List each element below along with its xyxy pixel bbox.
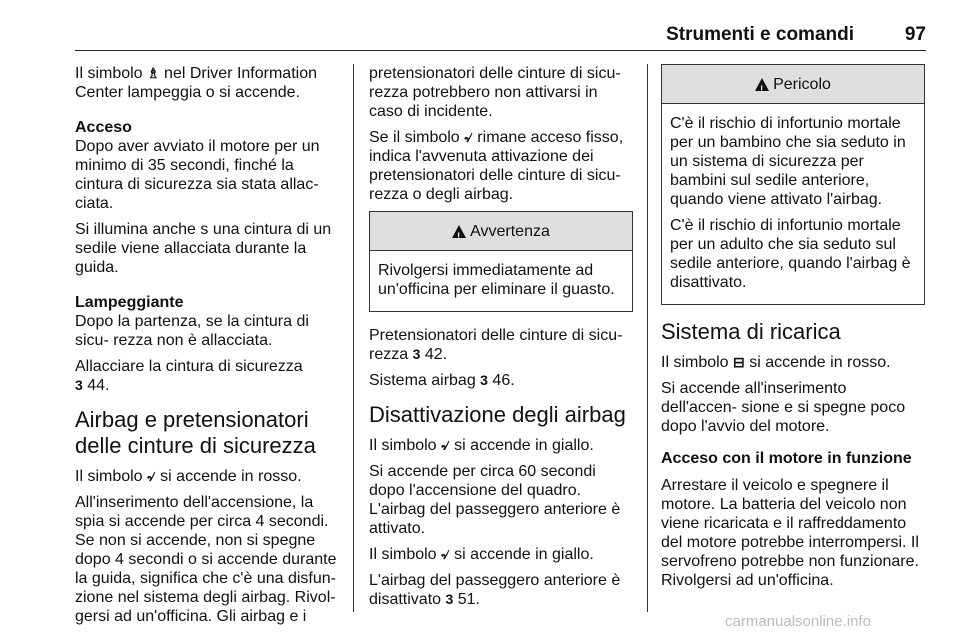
heading-disattivazione: Disattivazione degli airbag (369, 402, 626, 427)
warning-triangle-icon (452, 225, 466, 238)
col2-text-4: Sistema airbag 3 46. (369, 372, 515, 389)
page-ref-link[interactable]: 42. (424, 346, 448, 363)
header-rule (75, 50, 926, 51)
danger-box-body: C'è il rischio di infortunio mortale per un bambino che sia seduto in un sistema di sicurezza per bambini sul sedile anteriore, quando viene attivato l'airbag. C'è il rischio di infortunio mortale per un adulto che sia seduto sul sedile anteriore, quando l'airbag è disattivato. (670, 115, 911, 291)
column-1 (75, 64, 345, 633)
col2-text-5: Il simbolo ৵ si accende in giallo. (369, 437, 594, 454)
subheading-acceso: Acceso (75, 119, 132, 136)
subheading-lampeggiante: Lampeggiante (75, 294, 184, 311)
column-divider-2 (647, 64, 648, 612)
page-ref-arrow-icon: 3 (480, 372, 488, 388)
col2-text-3: Pretensionatori delle cinture di sicu- rezza 3 42. (369, 327, 623, 363)
warning-box-body: Rivolgersi immediatamente ad un'officina per eliminare il guasto. (378, 262, 615, 298)
page-ref-arrow-icon: 3 (445, 591, 454, 607)
page-ref-arrow-icon: 3 (75, 377, 83, 393)
col2-text-1: pretensionatori delle cinture di sicu- rezza potrebbero non attivarsi in caso di incidente. (369, 65, 621, 120)
heading-airbag: Airbag e pretensionatori delle cinture di sicurezza (75, 407, 316, 458)
airbag-text-2: All'inserimento dell'accensione, la spia si accende per circa 4 secondi. Se non si accende, non si spegne dopo 4 secondi o si accende durante la guida, significa che c'è una disfun- zione nel sistema degli airbag. Rivol- gersi ad un'officina. Gli airbag e i (75, 494, 337, 625)
ricarica-text-2: Si accende all'inserimento dell'accen- sione e si spegne poco dopo l'avvio del motore. (661, 380, 906, 435)
col2-text-8: L'airbag del passeggero anteriore è disattivato 3 51. (369, 572, 621, 608)
page-ref-link[interactable]: 51. (457, 591, 480, 608)
airbag-on-icon: ৵ (441, 437, 450, 453)
lamp-text-2: Allacciare la cintura di sicurezza 3 44. (75, 358, 303, 394)
col2-text-6: Si accende per circa 60 secondi dopo l'accensione del quadro. L'airbag del passeggero anteriore è attivato. (369, 463, 621, 537)
ricarica-text-1: Il simbolo ⊟ si accende in rosso. (661, 354, 891, 371)
column-3 (661, 64, 925, 597)
section-title: Strumenti e comandi (666, 24, 854, 45)
watermark: carmanualsonline.info (725, 613, 871, 630)
col2-text-2: Se il simbolo ৵ rimane acceso fisso, indica l'avvenuta attivazione dei pretensionatori delle cinture di sicu- rezza o degli airbag. (369, 129, 624, 203)
page-ref-arrow-icon: 3 (412, 346, 421, 362)
seatbelt-intro: Il simbolo ♗ nel Driver Information Center lampeggia o si accende. (75, 65, 317, 101)
warning-box-header: ! Avvertenza (370, 212, 632, 251)
page-header (75, 24, 926, 46)
warning-triangle-icon (755, 78, 769, 91)
airbag-text-1: Il simbolo ৵ si accende in rosso. (75, 468, 302, 485)
heading-ricarica: Sistema di ricarica (661, 319, 841, 344)
airbag-icon: ৵ (464, 129, 473, 145)
column-divider-1 (353, 64, 354, 612)
acceso-text-1: Dopo aver avviato il motore per un minimo di 35 secondi, finché la cintura di sicurezza sia stata allac- ciata. (75, 138, 320, 212)
airbag-icon: ৵ (147, 468, 156, 484)
battery-icon: ⊟ (733, 354, 745, 370)
subheading-motore: Acceso con il motore in funzione (661, 450, 912, 467)
column-2 (369, 64, 633, 616)
page-ref-link[interactable]: 44. (87, 377, 110, 394)
page-number: 97 (904, 24, 926, 45)
warning-box (369, 211, 633, 312)
danger-box (661, 64, 925, 305)
danger-box-header: ! Pericolo (662, 65, 924, 104)
seatbelt-icon: ♗ (147, 65, 160, 81)
col2-text-7: Il simbolo ৵ si accende in giallo. (369, 546, 594, 563)
ricarica-text-3: Arrestare il veicolo e spegnere il motore. La batteria del veicolo non viene ricaricata e il raffreddamento del motore potrebbe interrompersi. Il servofreno potrebbe non funzionare. Rivolgersi ad un'officina. (661, 477, 919, 589)
acceso-text-2: Si illumina anche s una cintura di un sedile viene allacciata durante la guida. (75, 221, 332, 276)
page-ref-link[interactable]: 46. (492, 372, 515, 389)
lamp-text-1: Dopo la partenza, se la cintura di sicu- rezza non è allacciata. (75, 313, 309, 349)
airbag-off-icon: ৵ (441, 546, 450, 562)
